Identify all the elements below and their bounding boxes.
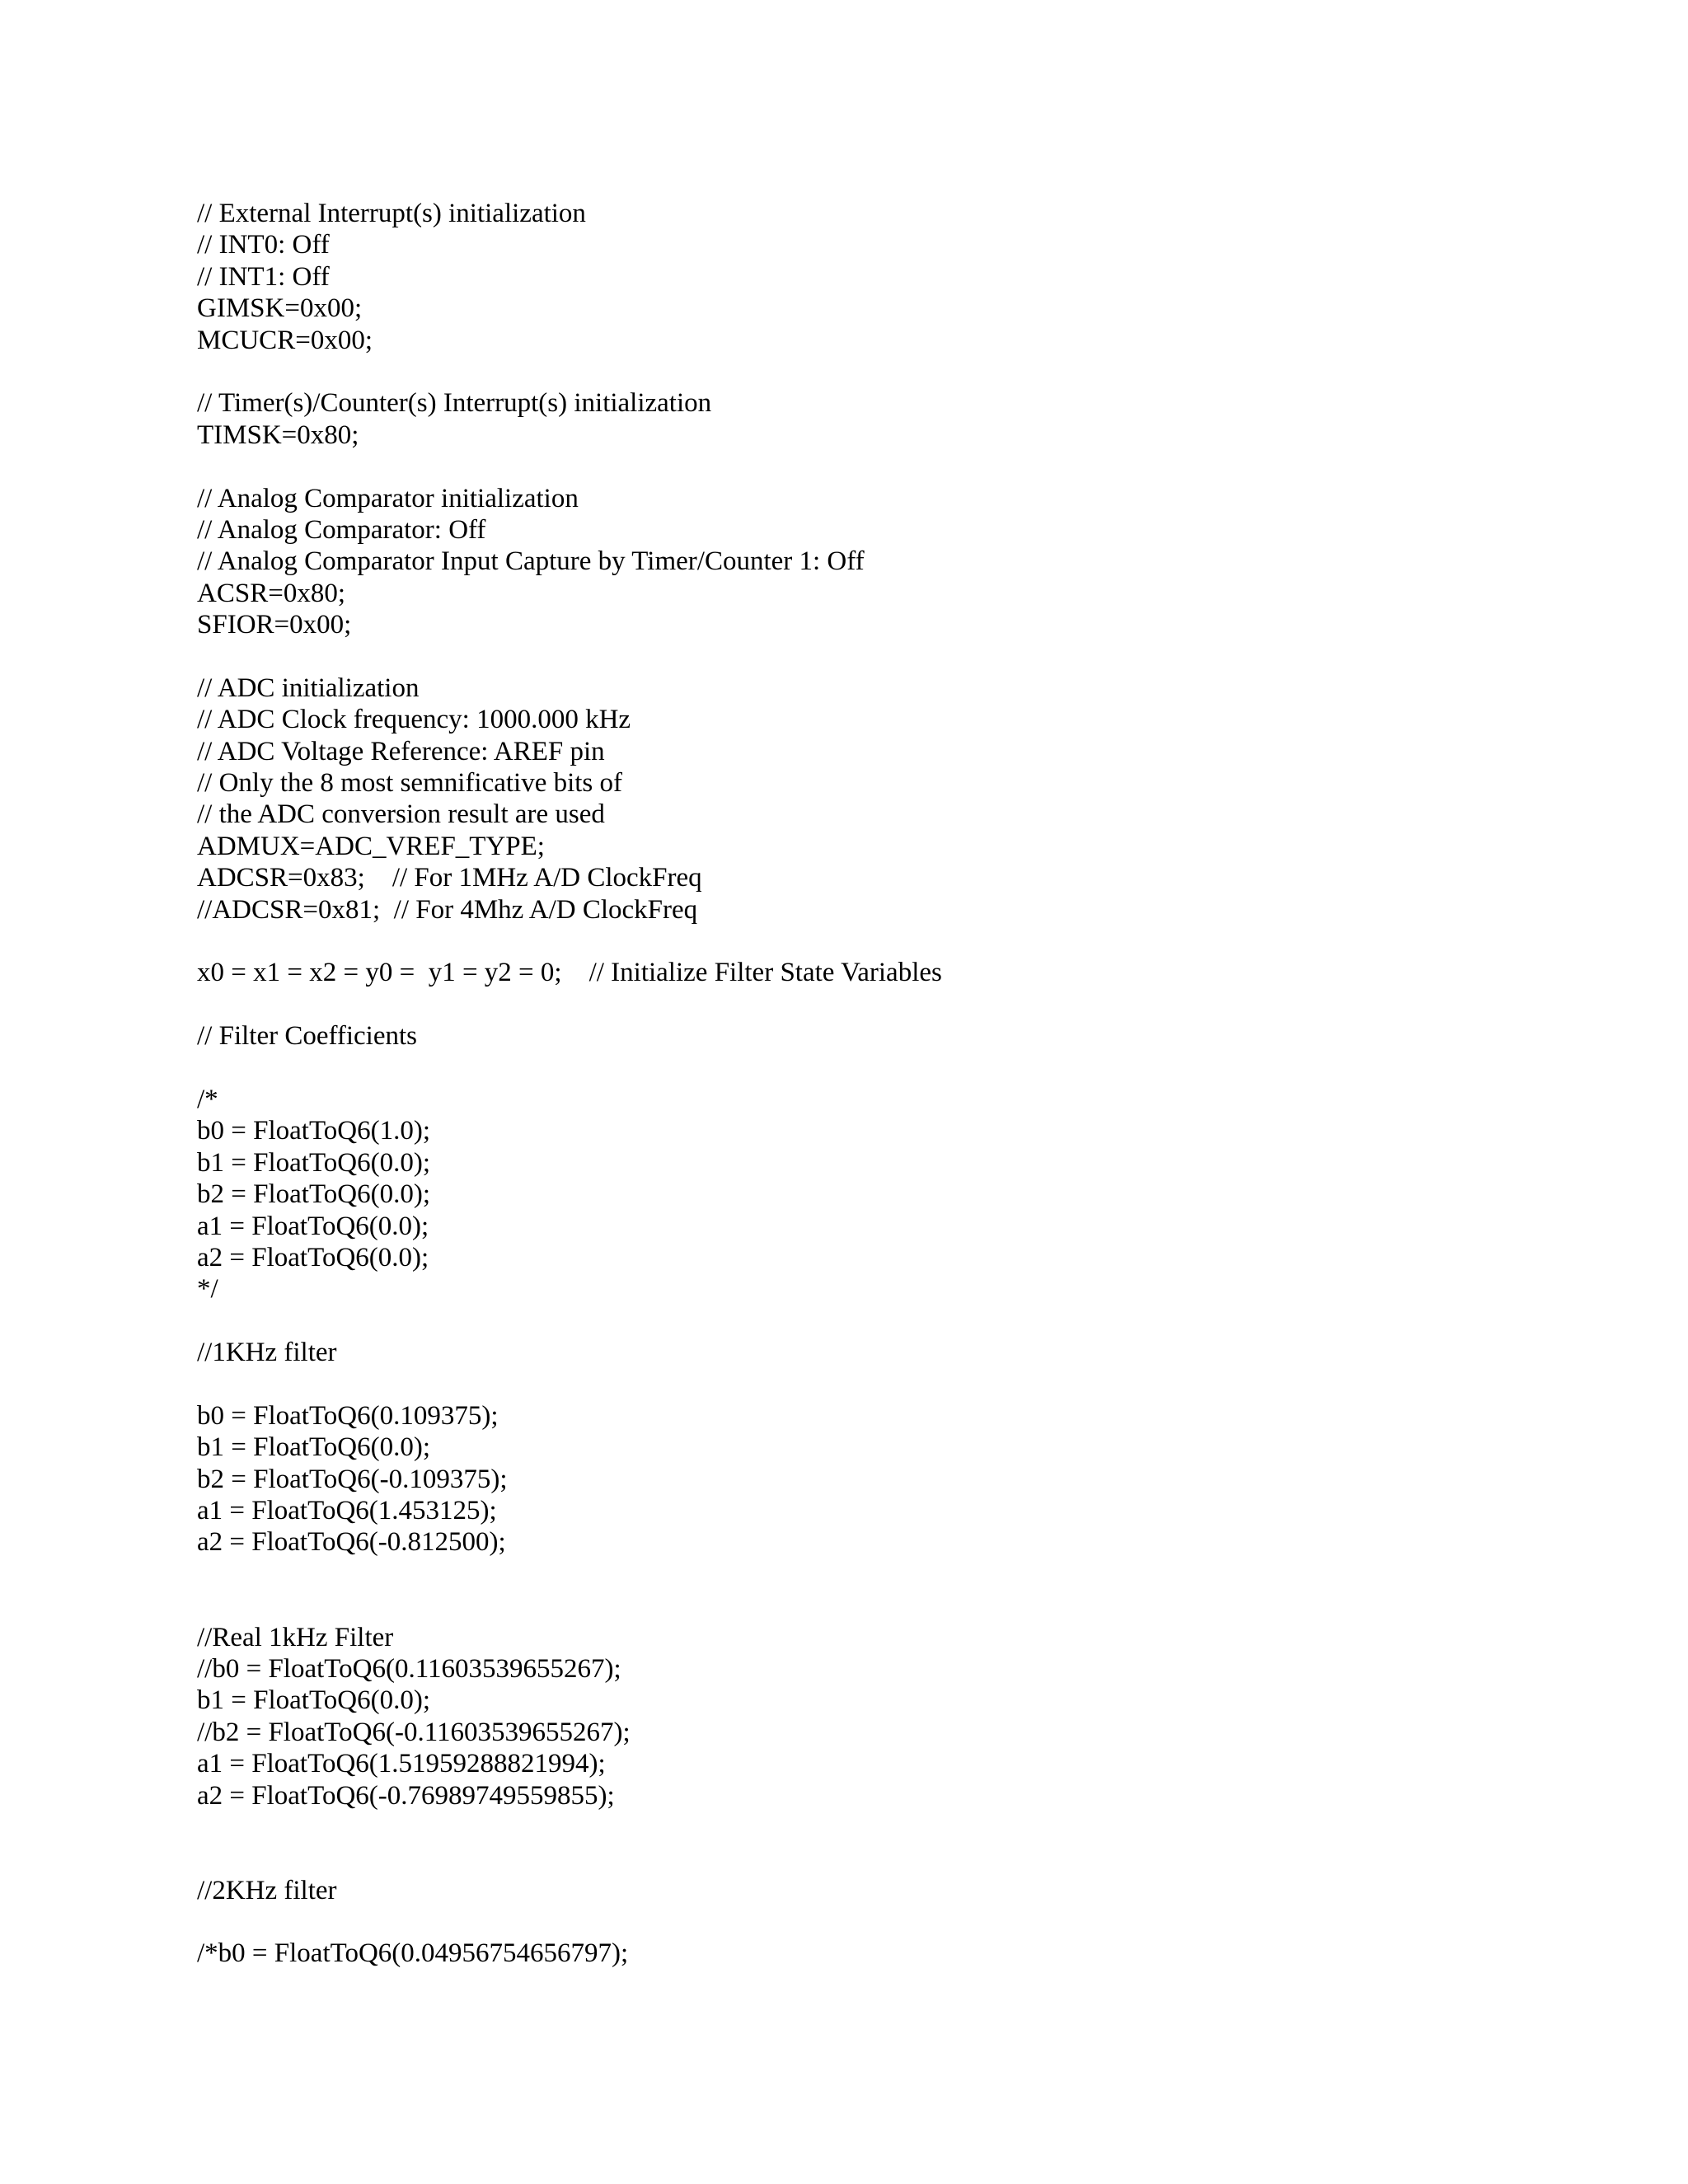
code-line: //Real 1kHz Filter	[197, 1622, 394, 1652]
code-line: // Timer(s)/Counter(s) Interrupt(s) initialization	[197, 388, 712, 419]
code-line: // External Interrupt(s) initialization	[197, 199, 586, 228]
code-line: // Filter Coefficients	[197, 1021, 418, 1052]
blank-line	[197, 1843, 1648, 1874]
code-line: b1 = FloatToQ6(0.0);	[197, 1432, 431, 1463]
code-line: a2 = FloatToQ6(-0.812500);	[197, 1527, 506, 1558]
code-line: //ADCSR=0x81; // For 4Mhz A/D ClockFreq	[197, 894, 698, 925]
code-line: ACSR=0x80;	[197, 578, 345, 608]
code-line: */	[197, 1274, 218, 1305]
code-line: ADMUX=ADC_VREF_TYPE;	[197, 831, 545, 861]
blank-line	[197, 1558, 1648, 1590]
code-line: //1KHz filter	[197, 1338, 337, 1368]
code-line: // ADC Clock frequency: 1000.000 kHz	[197, 705, 631, 735]
code-line: SFIOR=0x00;	[197, 610, 352, 640]
code-line: b1 = FloatToQ6(0.0);	[197, 1147, 431, 1178]
blank-line	[197, 1052, 1648, 1084]
code-line: b0 = FloatToQ6(1.0);	[197, 1116, 431, 1146]
blank-line	[197, 1590, 1648, 1621]
code-line: /*b0 = FloatToQ6(0.04956754656797);	[197, 1938, 629, 1969]
blank-line	[197, 1368, 1648, 1399]
source-code-listing	[197, 198, 1648, 1970]
code-line: // Analog Comparator Input Capture by Timer/Counter 1: Off	[197, 546, 865, 577]
code-line: MCUCR=0x00;	[197, 325, 373, 355]
code-line: //b0 = FloatToQ6(0.11603539655267);	[197, 1653, 621, 1684]
code-line: b1 = FloatToQ6(0.0);	[197, 1685, 431, 1716]
code-line: b0 = FloatToQ6(0.109375);	[197, 1400, 499, 1431]
code-line: ADCSR=0x83; // For 1MHz A/D ClockFreq	[197, 863, 702, 893]
code-line: a2 = FloatToQ6(0.0);	[197, 1242, 429, 1272]
code-line: // ADC initialization	[197, 673, 420, 703]
code-line: //2KHz filter	[197, 1875, 337, 1905]
code-line: // INT1: Off	[197, 261, 330, 292]
code-line: // Analog Comparator: Off	[197, 514, 486, 545]
blank-line	[197, 451, 1648, 482]
blank-line	[197, 1811, 1648, 1843]
code-line: // Only the 8 most semnificative bits of	[197, 768, 623, 799]
code-line: a1 = FloatToQ6(0.0);	[197, 1211, 429, 1241]
code-line: b2 = FloatToQ6(-0.109375);	[197, 1464, 508, 1494]
code-line: GIMSK=0x00;	[197, 293, 363, 324]
blank-line	[197, 356, 1648, 387]
code-line: a1 = FloatToQ6(1.453125);	[197, 1496, 497, 1526]
blank-line	[197, 989, 1648, 1020]
code-line: a1 = FloatToQ6(1.51959288821994);	[197, 1749, 606, 1779]
code-line: b2 = FloatToQ6(0.0);	[197, 1179, 431, 1210]
code-line: x0 = x1 = x2 = y0 = y1 = y2 = 0; // Initialize Filter State Variables	[197, 958, 942, 988]
code-line: /*	[197, 1084, 218, 1114]
blank-line	[197, 640, 1648, 672]
code-line: // ADC Voltage Reference: AREF pin	[197, 736, 605, 766]
blank-line	[197, 1305, 1648, 1337]
code-line: TIMSK=0x80;	[197, 419, 359, 450]
code-line: // the ADC conversion result are used	[197, 799, 605, 830]
code-line: a2 = FloatToQ6(-0.76989749559855);	[197, 1780, 615, 1811]
code-line: // INT0: Off	[197, 230, 330, 260]
blank-line	[197, 1906, 1648, 1938]
code-line: // Analog Comparator initialization	[197, 483, 579, 513]
code-line: //b2 = FloatToQ6(-0.11603539655267);	[197, 1717, 631, 1747]
blank-line	[197, 926, 1648, 957]
